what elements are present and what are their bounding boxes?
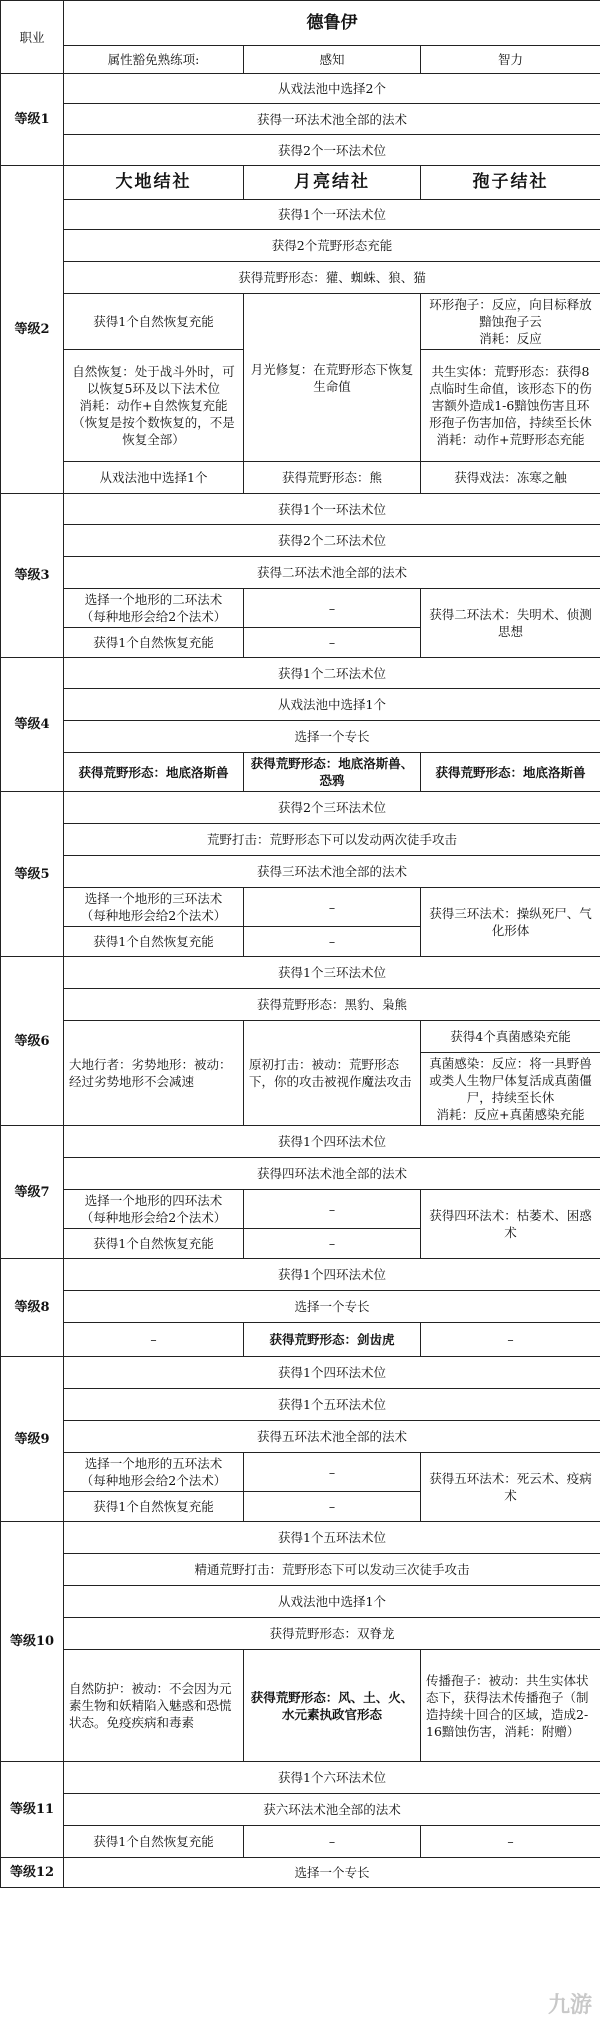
l5-earth-charge: 获得1个自然恢复充能 (64, 927, 244, 957)
l2-spore-cantrip: 获得戏法：冻寒之触 (421, 462, 600, 494)
level-11: 等级11 (1, 1762, 64, 1858)
l11-earth-charge: 获得1个自然恢复充能 (64, 1826, 244, 1858)
l7-spore-spells: 获得四环法术：枯萎术、困惑术 (421, 1190, 600, 1259)
l2-earth-charge: 获得1个自然恢复充能 (64, 294, 244, 350)
l10-spore-spreading: 传播孢子：被动：共生实体状态下，获得法术传播孢子（制造持续十回合的区域，造成2-16黯蚀伤害，消耗：附赠） (421, 1650, 600, 1762)
watermark-logo: 九游 (547, 1993, 592, 2018)
job-header: 职业 (1, 1, 64, 74)
level-1: 等级1 (1, 74, 64, 166)
level-2: 等级2 (1, 166, 64, 494)
l10-earth-ward: 自然防护：被动：不会因为元素生物和妖精陷入魅惑和恐慌状态。免疫疾病和毒素 (64, 1650, 244, 1762)
l6-moon-primal-strike: 原初打击：被动：荒野形态下，你的攻击被视作魔法攻击 (244, 1021, 421, 1126)
l1-cantrip: 从戏法池中选择2个 (64, 74, 600, 104)
l2-slot: 获得1个一环法术位 (64, 200, 600, 230)
l8-moon-form: 获得荒野形态：剑齿虎 (244, 1323, 421, 1357)
l5-moon-none2: – (244, 927, 421, 957)
l6-spore-charges: 获得4个真菌感染充能 (421, 1021, 600, 1053)
l1-spells: 获得一环法术池全部的法术 (64, 104, 600, 135)
save-wisdom: 感知 (244, 46, 421, 74)
l2-moon-bear: 获得荒野形态：熊 (244, 462, 421, 494)
l7-spells: 获得四环法术池全部的法术 (64, 1158, 600, 1190)
circle-spores: 孢子结社 (421, 166, 600, 200)
l2-spore-symbiotic: 共生实体：荒野形态：获得8点临时生命值，该形态下的伤害额外造成1-6黯蚀伤害且环形孢子伤害加倍，持续至长休 消耗：动作+荒野形态充能 (421, 350, 600, 462)
l5-spore-spells: 获得三环法术：操纵死尸、气化形体 (421, 888, 600, 957)
l11-moon-none: – (244, 1826, 421, 1858)
l3-moon-none: – (244, 589, 421, 628)
level-5: 等级5 (1, 792, 64, 957)
l3-moon-none2: – (244, 628, 421, 658)
l9-moon-none: – (244, 1453, 421, 1492)
l10-slot: 获得1个五环法术位 (64, 1522, 600, 1554)
l7-slot: 获得1个四环法术位 (64, 1126, 600, 1158)
circle-earth: 大地结社 (64, 166, 244, 200)
l3-earth-charge: 获得1个自然恢复充能 (64, 628, 244, 658)
level-3: 等级3 (1, 494, 64, 658)
l2-wildshape-charges: 获得2个荒野形态充能 (64, 230, 600, 262)
level-7: 等级7 (1, 1126, 64, 1259)
l11-spore-none: – (421, 1826, 600, 1858)
l9-moon-none2: – (244, 1492, 421, 1522)
l3-slot1: 获得1个一环法术位 (64, 494, 600, 525)
l8-spore-none: – (421, 1323, 600, 1357)
l3-spells: 获得二环法术池全部的法术 (64, 557, 600, 589)
l7-moon-none: – (244, 1190, 421, 1229)
l5-moon-none: – (244, 888, 421, 927)
class-title: 德鲁伊 (64, 1, 600, 46)
l4-cantrip: 从戏法池中选择1个 (64, 689, 600, 721)
l1-slots: 获得2个一环法术位 (64, 135, 600, 166)
l4-earth-form: 获得荒野形态：地底洛斯兽 (64, 753, 244, 792)
l7-earth-charge: 获得1个自然恢复充能 (64, 1229, 244, 1259)
l6-slot: 获得1个三环法术位 (64, 957, 600, 989)
l9-earth-terrain: 选择一个地形的五环法术 （每种地形会给2个法术） (64, 1453, 244, 1492)
l5-spells: 获得三环法术池全部的法术 (64, 856, 600, 888)
level-10: 等级10 (1, 1522, 64, 1762)
l2-earth-cantrip: 从戏法池中选择1个 (64, 462, 244, 494)
save-intelligence: 智力 (421, 46, 600, 74)
l9-slot4: 获得1个四环法术位 (64, 1357, 600, 1389)
l11-slot: 获得1个六环法术位 (64, 1762, 600, 1794)
l8-slot: 获得1个四环法术位 (64, 1259, 600, 1291)
l5-earth-terrain: 选择一个地形的三环法术 （每种地形会给2个法术） (64, 888, 244, 927)
l3-spore-spells: 获得二环法术：失明术、侦测思想 (421, 589, 600, 658)
l4-feat: 选择一个专长 (64, 721, 600, 753)
l7-earth-terrain: 选择一个地形的四环法术 （每种地形会给2个法术） (64, 1190, 244, 1229)
l8-earth-none: – (64, 1323, 244, 1357)
l4-moon-form: 获得荒野形态：地底洛斯兽、恐鸦 (244, 753, 421, 792)
l3-slot2: 获得2个二环法术位 (64, 525, 600, 557)
l5-wild-strike: 荒野打击：荒野形态下可以发动两次徒手攻击 (64, 824, 600, 856)
l9-slot5: 获得1个五环法术位 (64, 1389, 600, 1421)
l9-earth-charge: 获得1个自然恢复充能 (64, 1492, 244, 1522)
l6-earth-landstride: 大地行者：劣势地形：被动：经过劣势地形不会减速 (64, 1021, 244, 1126)
l12-feat: 选择一个专长 (64, 1858, 600, 1888)
l10-moon-elementals: 获得荒野形态：风、土、火、水元素执政官形态 (244, 1650, 421, 1762)
l7-moon-none2: – (244, 1229, 421, 1259)
level-6: 等级6 (1, 957, 64, 1126)
l11-spells: 获六环法术池全部的法术 (64, 1794, 600, 1826)
l10-improved-strike: 精通荒野打击：荒野形态下可以发动三次徒手攻击 (64, 1554, 600, 1586)
l2-wildshape-forms: 获得荒野形态：獾、蜘蛛、狼、猫 (64, 262, 600, 294)
l8-feat: 选择一个专长 (64, 1291, 600, 1323)
l9-spells: 获得五环法术池全部的法术 (64, 1421, 600, 1453)
l2-earth-recovery: 自然恢复：处于战斗外时，可以恢复5环及以下法术位 消耗：动作+自然恢复充能 （恢复是按个数恢复的，不是恢复全部） (64, 350, 244, 462)
l10-form: 获得荒野形态：双脊龙 (64, 1618, 600, 1650)
l2-moon-feature: 月光修复：在荒野形态下恢复生命值 (244, 294, 421, 462)
l10-cantrip: 从戏法池中选择1个 (64, 1586, 600, 1618)
l6-forms: 获得荒野形态：黑豹、枭熊 (64, 989, 600, 1021)
level-4: 等级4 (1, 658, 64, 792)
l2-spore-halo: 环形孢子：反应，向目标释放黯蚀孢子云 消耗：反应 (421, 294, 600, 350)
level-9: 等级9 (1, 1357, 64, 1522)
l5-slot: 获得2个三环法术位 (64, 792, 600, 824)
level-12: 等级12 (1, 1858, 64, 1888)
level-8: 等级8 (1, 1259, 64, 1357)
l6-spore-infestation: 真菌感染：反应：将一具野兽或类人生物尸体复活成真菌僵尸，持续至长休 消耗：反应+真菌感染充能 (421, 1053, 600, 1126)
circle-moon: 月亮结社 (244, 166, 421, 200)
l9-spore-spells: 获得五环法术：死云术、疫病术 (421, 1453, 600, 1522)
l4-spore-form: 获得荒野形态：地底洛斯兽 (421, 753, 600, 792)
l3-earth-terrain: 选择一个地形的二环法术 （每种地形会给2个法术） (64, 589, 244, 628)
l4-slot: 获得1个二环法术位 (64, 658, 600, 689)
save-label: 属性豁免熟练项: (64, 46, 244, 74)
